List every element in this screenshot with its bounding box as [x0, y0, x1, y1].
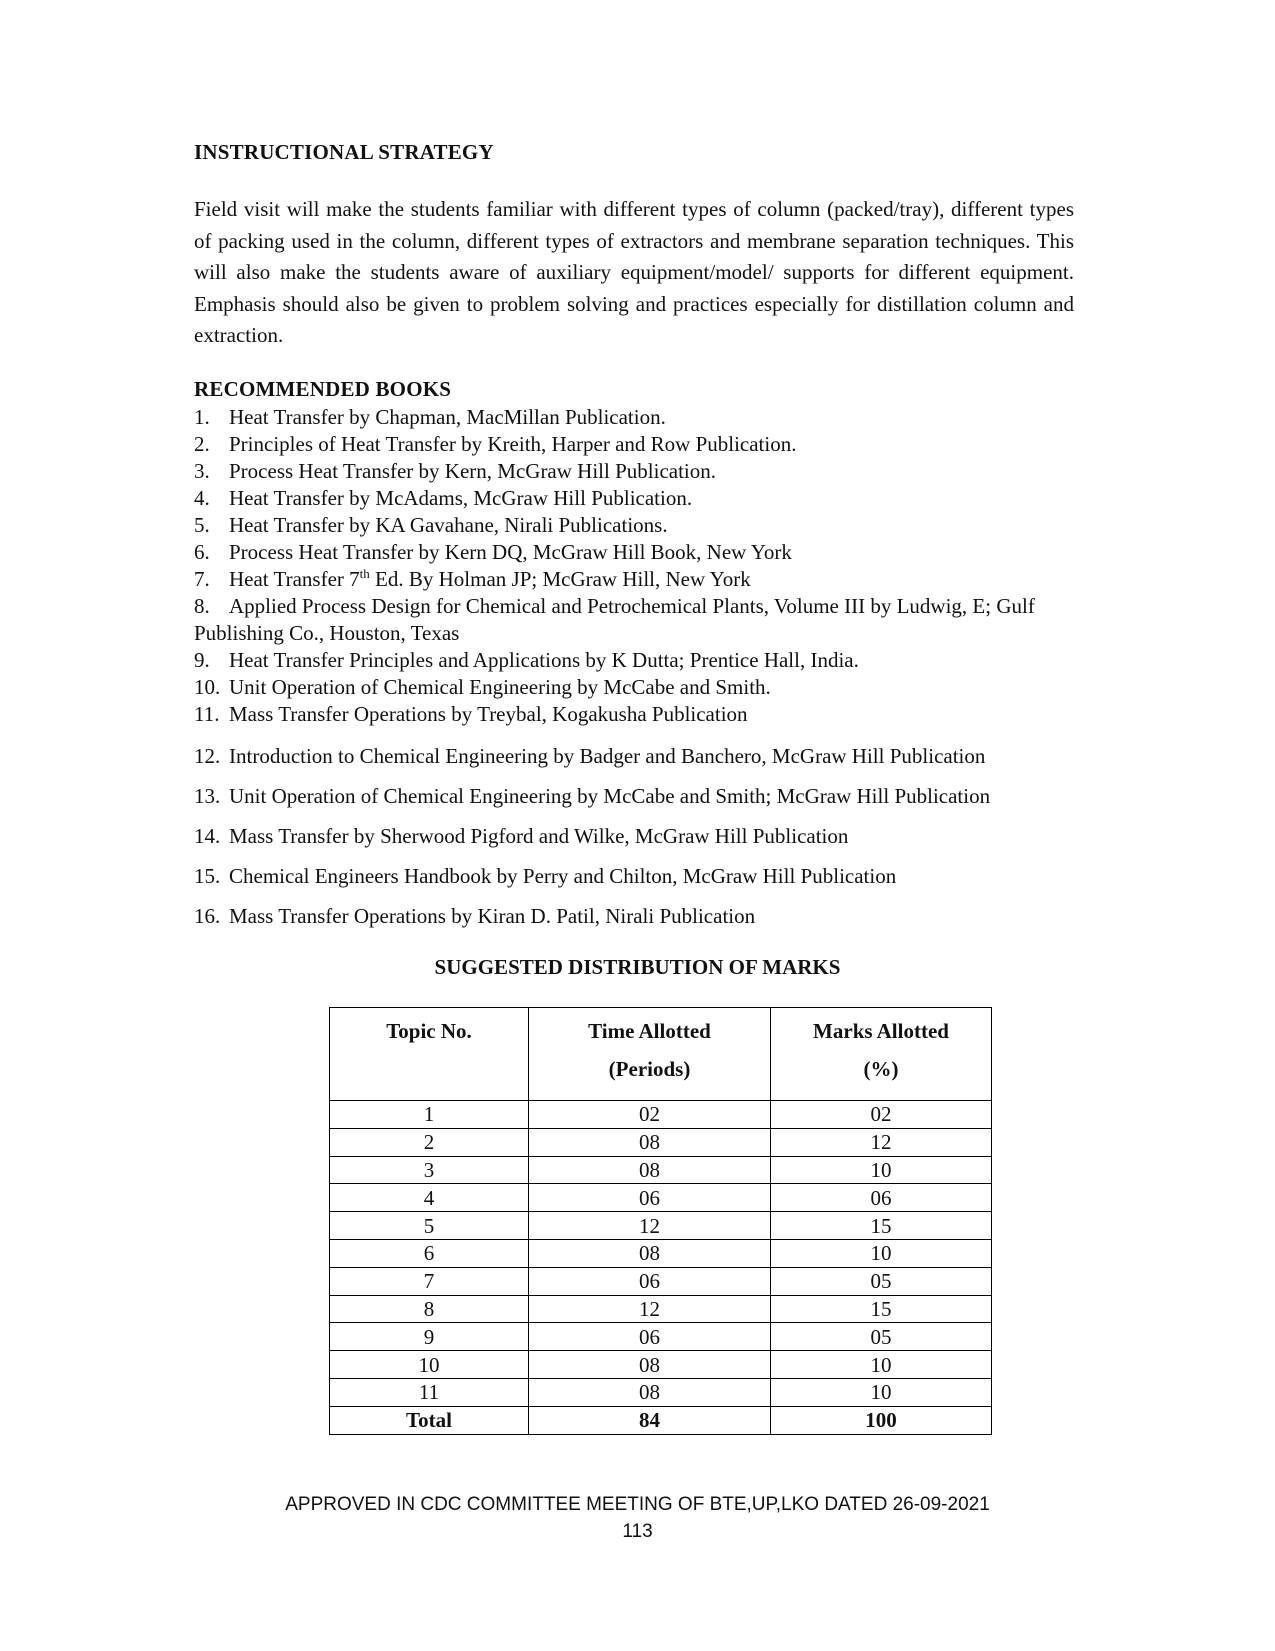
marks-distribution-table — [329, 1007, 992, 1435]
book-item: 13. Unit Operation of Chemical Engineering by McCabe and Smith; McGraw Hill Publication — [194, 784, 991, 808]
table-row — [330, 1267, 992, 1295]
table-row — [330, 1212, 992, 1240]
header-time-allotted: Time Allotted (Periods) — [529, 1008, 771, 1101]
cell-marks-allotted: 05 — [771, 1323, 992, 1351]
cell-time-allotted: 06 — [529, 1267, 771, 1295]
cell-time-allotted: 12 — [529, 1295, 771, 1323]
book-item: 1. Heat Transfer by Chapman, MacMillan Publication. — [194, 405, 666, 429]
book-item: 3. Process Heat Transfer by Kern, McGraw Hill Publication. — [194, 459, 716, 483]
cell-marks-allotted: 15 — [771, 1212, 992, 1240]
cell-topic-no: 3 — [330, 1156, 529, 1184]
marks-distribution-title: SUGGESTED DISTRIBUTION OF MARKS — [434, 955, 841, 979]
cell-time-allotted: 08 — [529, 1128, 771, 1156]
cell-time-allotted: 08 — [529, 1156, 771, 1184]
table-row — [330, 1295, 992, 1323]
cell-marks-allotted: 06 — [771, 1184, 992, 1212]
cell-time-allotted: 08 — [529, 1378, 771, 1406]
cell-topic-no: 8 — [330, 1295, 529, 1323]
cell-time-allotted: 08 — [529, 1239, 771, 1267]
book-item: 4. Heat Transfer by McAdams, McGraw Hill Publication. — [194, 486, 693, 510]
book-item: 7. Heat Transfer 7th Ed. By Holman JP; McGraw Hill, New York — [194, 566, 751, 591]
header-marks-allotted: Marks Allotted (%) — [771, 1008, 992, 1101]
cell-marks-allotted: 15 — [771, 1295, 992, 1323]
cell-topic-no: 2 — [330, 1128, 529, 1156]
cell-marks-allotted: 02 — [771, 1101, 992, 1129]
book-item: 11. Mass Transfer Operations by Treybal, Kogakusha Publication — [194, 702, 748, 726]
total-marks: 100 — [771, 1406, 992, 1434]
table-row — [330, 1156, 992, 1184]
cell-marks-allotted: 10 — [771, 1156, 992, 1184]
cell-topic-no: 4 — [330, 1184, 529, 1212]
page-number: 113 — [622, 1521, 653, 1542]
cell-marks-allotted: 10 — [771, 1378, 992, 1406]
table-row — [330, 1378, 992, 1406]
book-item: 2. Principles of Heat Transfer by Kreith, Harper and Row Publication. — [194, 432, 797, 456]
cell-marks-allotted: 12 — [771, 1128, 992, 1156]
table-row — [330, 1351, 992, 1379]
table-row — [330, 1184, 992, 1212]
instructional-strategy-heading: INSTRUCTIONAL STRATEGY — [194, 140, 494, 164]
cell-marks-allotted: 05 — [771, 1267, 992, 1295]
cell-marks-allotted: 10 — [771, 1351, 992, 1379]
table-row — [330, 1101, 992, 1129]
total-time: 84 — [529, 1406, 771, 1434]
approval-footer: APPROVED IN CDC COMMITTEE MEETING OF BTE,UP,LKO DATED 26-09-2021 — [285, 1494, 990, 1515]
header-topic-no: Topic No. — [330, 1008, 529, 1101]
book-item: 8. Applied Process Design for Chemical and Petrochemical Plants, Volume III by Ludwig, E; Gulf Publishing Co., Houston, Texas — [194, 594, 1035, 645]
cell-time-allotted: 06 — [529, 1323, 771, 1351]
recommended-books-heading: RECOMMENDED BOOKS — [194, 377, 452, 401]
book-item: 5. Heat Transfer by KA Gavahane, Nirali Publications. — [194, 513, 668, 537]
book-item: 6. Process Heat Transfer by Kern DQ, McGraw Hill Book, New York — [194, 540, 792, 564]
book-item: 16. Mass Transfer Operations by Kiran D. Patil, Nirali Publication — [194, 904, 756, 928]
cell-time-allotted: 08 — [529, 1351, 771, 1379]
cell-time-allotted: 02 — [529, 1101, 771, 1129]
table-total-row — [330, 1406, 992, 1434]
book-item: 9. Heat Transfer Principles and Applications by K Dutta; Prentice Hall, India. — [194, 648, 859, 672]
cell-topic-no: 5 — [330, 1212, 529, 1240]
book-item: 12. Introduction to Chemical Engineering by Badger and Banchero, McGraw Hill Publication — [194, 744, 986, 768]
recommended-books-list — [194, 404, 1094, 936]
cell-marks-allotted: 10 — [771, 1239, 992, 1267]
book-item: 10. Unit Operation of Chemical Engineering by McCabe and Smith. — [194, 675, 771, 699]
table-row — [330, 1128, 992, 1156]
cell-topic-no: 11 — [330, 1378, 529, 1406]
cell-topic-no: 7 — [330, 1267, 529, 1295]
instructional-strategy-paragraph: Field visit will make the students familiar with different types of column (packed/tray), different types of packing used in the column, different types of extractors and membrane separation techniques. This will also make the students aware of auxiliary equipment/model/ supports for different equipment. Emphasis should also be given to problem solving and practices especially for distillation column and extraction. — [194, 197, 1074, 347]
book-item: 15. Chemical Engineers Handbook by Perry and Chilton, McGraw Hill Publication — [194, 864, 897, 888]
table-row — [330, 1323, 992, 1351]
cell-topic-no: 9 — [330, 1323, 529, 1351]
total-label: Total — [330, 1406, 529, 1434]
cell-topic-no: 1 — [330, 1101, 529, 1129]
cell-time-allotted: 12 — [529, 1212, 771, 1240]
cell-topic-no: 10 — [330, 1351, 529, 1379]
table-row — [330, 1239, 992, 1267]
table-header-row — [330, 1008, 992, 1101]
cell-time-allotted: 06 — [529, 1184, 771, 1212]
book-item: 14. Mass Transfer by Sherwood Pigford and Wilke, McGraw Hill Publication — [194, 824, 849, 848]
cell-topic-no: 6 — [330, 1239, 529, 1267]
